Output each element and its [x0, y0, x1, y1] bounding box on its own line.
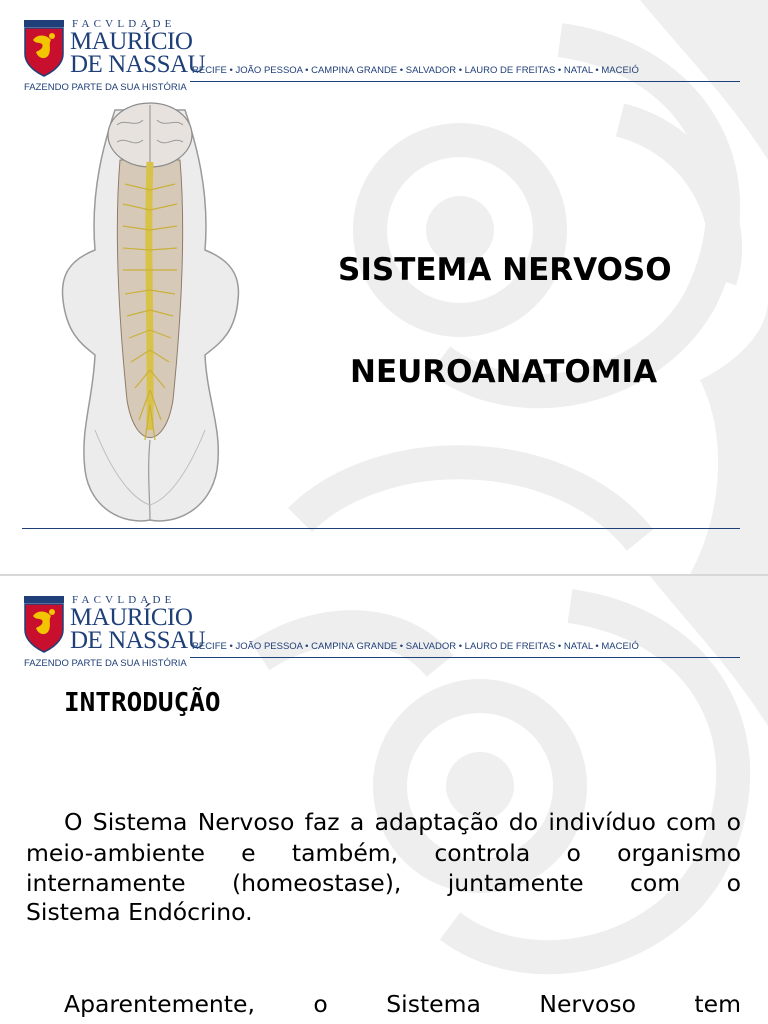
header-divider — [190, 657, 740, 658]
paragraph-1-last-line: Sistema Endócrino. — [26, 898, 253, 926]
university-shield-logo-icon — [24, 20, 64, 78]
header-divider — [190, 81, 740, 82]
cities-list: RECIFE • JOÃO PESSOA • CAMPINA GRANDE • SALVADOR • LAURO DE FREITAS • NATAL • MACEIÓ — [192, 641, 639, 652]
institution-name-line1: MAURÍCIO — [70, 28, 193, 55]
tagline: FAZENDO PARTE DA SUA HISTÓRIA — [24, 82, 187, 93]
introduction-slide — [0, 576, 768, 1024]
paragraph-1: O Sistema Nervoso faz a adaptação do indivíduo com o meio-ambiente e também, controla o organismo internamente (homeostase), juntamente com o — [26, 808, 741, 897]
tagline: FAZENDO PARTE DA SUA HISTÓRIA — [24, 658, 187, 669]
institution-name-line2: DE NASSAU — [70, 51, 206, 78]
faculdade-label: FACVLDADE — [72, 594, 176, 606]
university-shield-logo-icon — [24, 596, 64, 654]
slide-title: SISTEMA NERVOSO — [338, 252, 672, 288]
paragraph-2: Aparentemente, o Sistema Nervoso tem — [64, 990, 741, 1018]
slide-subtitle: NEUROANATOMIA — [350, 354, 658, 390]
cities-list: RECIFE • JOÃO PESSOA • CAMPINA GRANDE • SALVADOR • LAURO DE FREITAS • NATAL • MACEIÓ — [192, 65, 639, 76]
institution-name-line1: MAURÍCIO — [70, 604, 193, 631]
faculdade-label: FACVLDADE — [72, 18, 176, 30]
institution-name-line2: DE NASSAU — [70, 627, 206, 654]
faculty-logo — [24, 18, 206, 96]
section-heading: INTRODUÇÃO — [64, 688, 221, 718]
faculty-logo — [24, 594, 206, 672]
spinal-cord-illustration-icon — [55, 100, 245, 528]
footer-divider — [22, 528, 740, 529]
